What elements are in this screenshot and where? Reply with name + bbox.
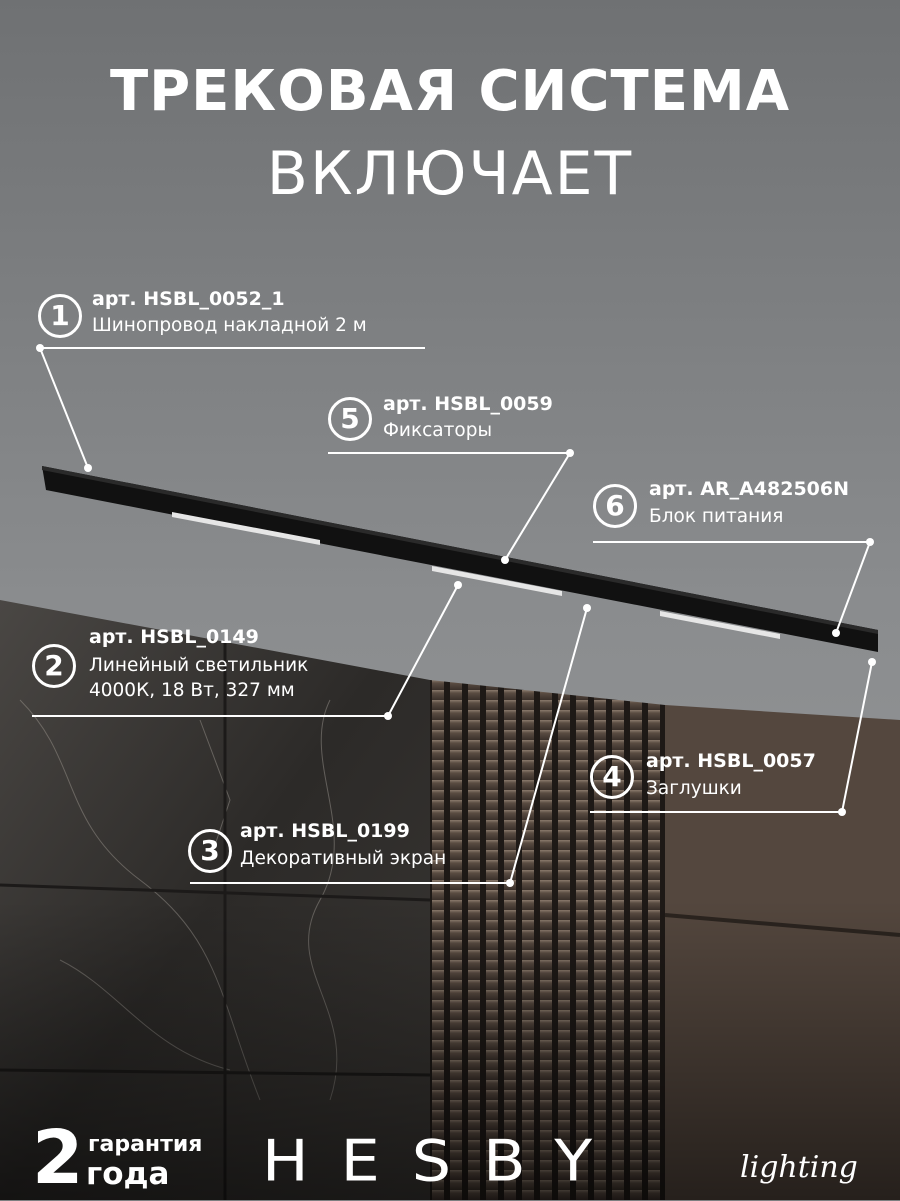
headline-line2: ВКЛЮЧАЕТ: [266, 139, 634, 209]
item-description: Декоративный экран: [240, 848, 447, 869]
headline-line1: ТРЕКОВАЯ СИСТЕМА: [109, 59, 791, 124]
item-specs: 4000К, 18 Вт, 327 мм: [89, 680, 295, 701]
callout-number: 6: [593, 484, 637, 528]
article-number: арт. HSBL_0057: [646, 750, 816, 772]
warranty-unit: года: [86, 1156, 170, 1192]
brand-logo: HESBY: [262, 1126, 625, 1195]
item-description: Шинопровод накладной 2 м: [92, 315, 367, 336]
callout-number: 4: [590, 755, 634, 799]
article-number: арт. HSBL_0199: [240, 820, 410, 842]
callout-number: 3: [188, 829, 232, 873]
callout-number: 1: [38, 294, 82, 338]
warranty-label: гарантия: [88, 1132, 203, 1157]
warranty-years: 2: [32, 1115, 84, 1201]
article-number: арт. HSBL_0052_1: [92, 288, 285, 310]
callout-number: 5: [328, 397, 372, 441]
article-number: арт. HSBL_0059: [383, 393, 553, 415]
item-description: Заглушки: [646, 778, 742, 799]
item-description: Фиксаторы: [383, 420, 493, 441]
item-description: Блок питания: [649, 506, 784, 527]
brand-tagline: lighting: [740, 1150, 858, 1185]
item-description: Линейный светильник: [89, 655, 309, 676]
callout-number: 2: [32, 644, 76, 688]
article-number: арт. AR_A482506N: [649, 478, 850, 500]
article-number: арт. HSBL_0149: [89, 626, 259, 648]
